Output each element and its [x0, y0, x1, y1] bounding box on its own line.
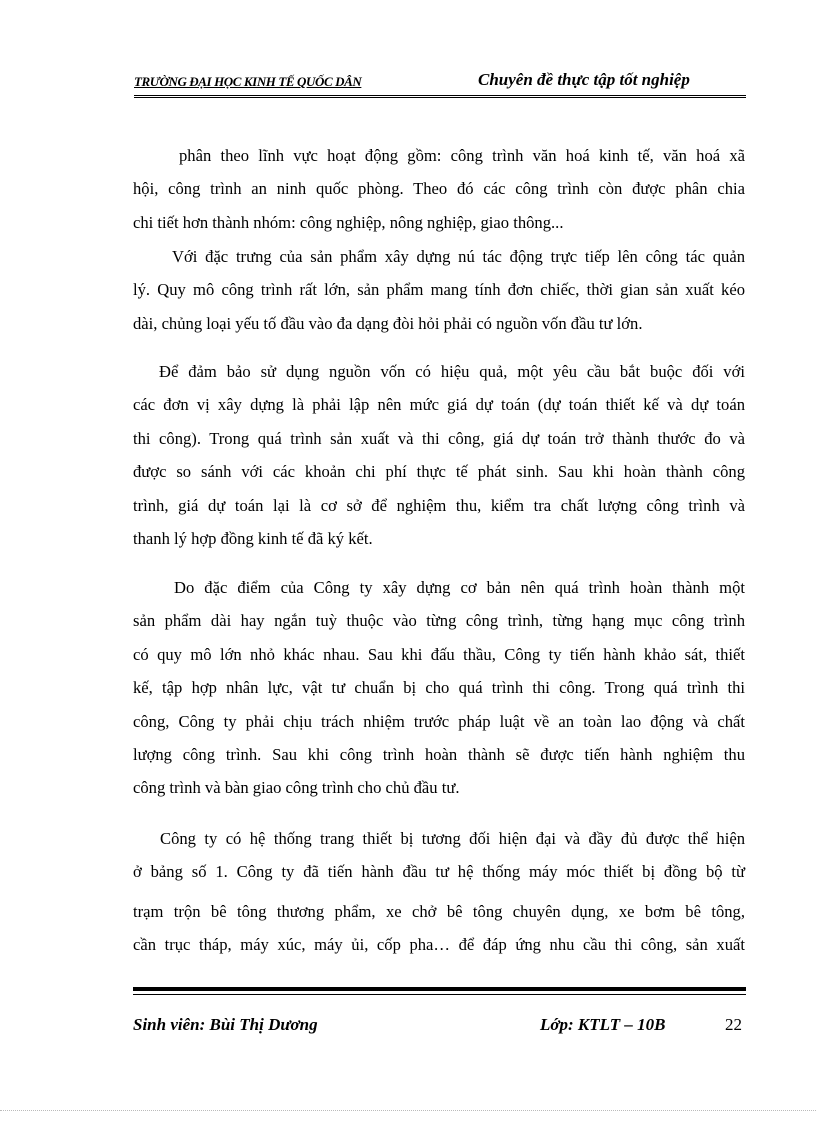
- text-line: Để đảm bảo sử dụng nguồn vốn có hiệu quả, một yêu cầu bắt buộc đối với: [159, 362, 745, 381]
- class-name: Lớp: KTLT – 10B: [540, 1015, 666, 1034]
- paragraph-3: [133, 355, 745, 555]
- text-line: công, Công ty phải chịu trách nhiệm trước pháp luật về an toàn lao động và chất: [133, 711, 745, 731]
- text-line: có quy mô lớn nhỏ khác nhau. Sau khi đấu thầu, Công ty tiến hành khảo sát, thiết: [133, 644, 745, 664]
- text-line: cần trục tháp, máy xúc, máy ủi, cốp pha… để đáp ứng nhu cầu thi công, sản xuất: [133, 935, 745, 955]
- school-name: TRƯỜNG ĐẠI HỌC KINH TẾ QUỐC DÂN: [134, 74, 362, 89]
- text-line: trạm trộn bê tông thương phẩm, xe chở bê tông chuyên dụng, xe bơm bê tông,: [133, 901, 745, 921]
- paragraph-4: [133, 571, 745, 805]
- text-line: được so sánh với các khoản chi phí thực tế phát sinh. Sau khi hoàn thành công: [133, 462, 745, 482]
- footer-rule: [133, 987, 746, 991]
- text-line: công trình và bàn giao công trình cho chủ đầu tư.: [133, 778, 460, 798]
- text-line: lượng công trình. Sau khi công trình hoàn thành sẽ được tiến hành nghiệm thu: [133, 745, 745, 765]
- header-rule: [134, 95, 746, 100]
- text-line: thi công). Trong quá trình sản xuất và thi công, giá dự toán trở thành thước đo và: [133, 428, 745, 448]
- text-line: phân theo lĩnh vực hoạt động gồm: công trình văn hoá kinh tế, văn hoá xã: [179, 146, 745, 165]
- text-line: thanh lý hợp đồng kinh tế đã ký kết.: [133, 529, 373, 549]
- text-line: chi tiết hơn thành nhóm: công nghiệp, nông nghiệp, giao thông...: [133, 212, 564, 232]
- footer-rule-thin: [133, 994, 746, 995]
- text-line: Do đặc điểm của Công ty xây dựng cơ bản nên quá trình hoàn thành một: [174, 578, 745, 597]
- text-line: Với đặc trưng của sản phẩm xây dựng nú tác động trực tiếp lên công tác quản: [172, 247, 745, 266]
- text-line: Công ty có hệ thống trang thiết bị tương đối hiện đại và đầy đủ được thể hiện: [160, 829, 745, 848]
- text-line: kế, tập hợp nhân lực, vật tư chuẩn bị cho quá trình thi công. Trong quá trình thi: [133, 678, 745, 698]
- text-line: sản phẩm dài hay ngắn tuỳ thuộc vào từng công trình, từng hạng mục công trình: [133, 611, 745, 631]
- paragraph-2: [133, 240, 745, 340]
- text-line: lý. Quy mô công trình rất lớn, sản phẩm mang tính đơn chiếc, thời gian sản xuất kéo: [133, 280, 745, 300]
- text-line: trình, giá dự toán lại là cơ sở để nghiệm thu, kiểm tra chất lượng công trình và: [133, 495, 745, 515]
- page-number: 22: [725, 1015, 742, 1034]
- paragraph-5: [133, 822, 745, 962]
- document-type: Chuyên đề thực tập tốt nghiệp: [478, 70, 690, 89]
- text-line: ở bảng số 1. Công ty đã tiến hành đầu tư hệ thống máy móc thiết bị đồng bộ từ: [133, 862, 745, 882]
- student-name: Sinh viên: Bùi Thị Dương: [133, 1015, 318, 1034]
- paragraph-1: [133, 139, 745, 239]
- text-line: các đơn vị xây dựng là phải lập nên mức giá dự toán (dự toán thiết kế và dự toán: [133, 395, 745, 415]
- text-line: dài, chủng loại yếu tố đầu vào đa dạng đòi hỏi phải có nguồn vốn đầu tư lớn.: [133, 313, 643, 333]
- page-header: [134, 70, 746, 96]
- text-line: hội, công trình an ninh quốc phòng. Theo đó các công trình còn được phân chia: [133, 179, 745, 199]
- page-boundary: [0, 1110, 816, 1111]
